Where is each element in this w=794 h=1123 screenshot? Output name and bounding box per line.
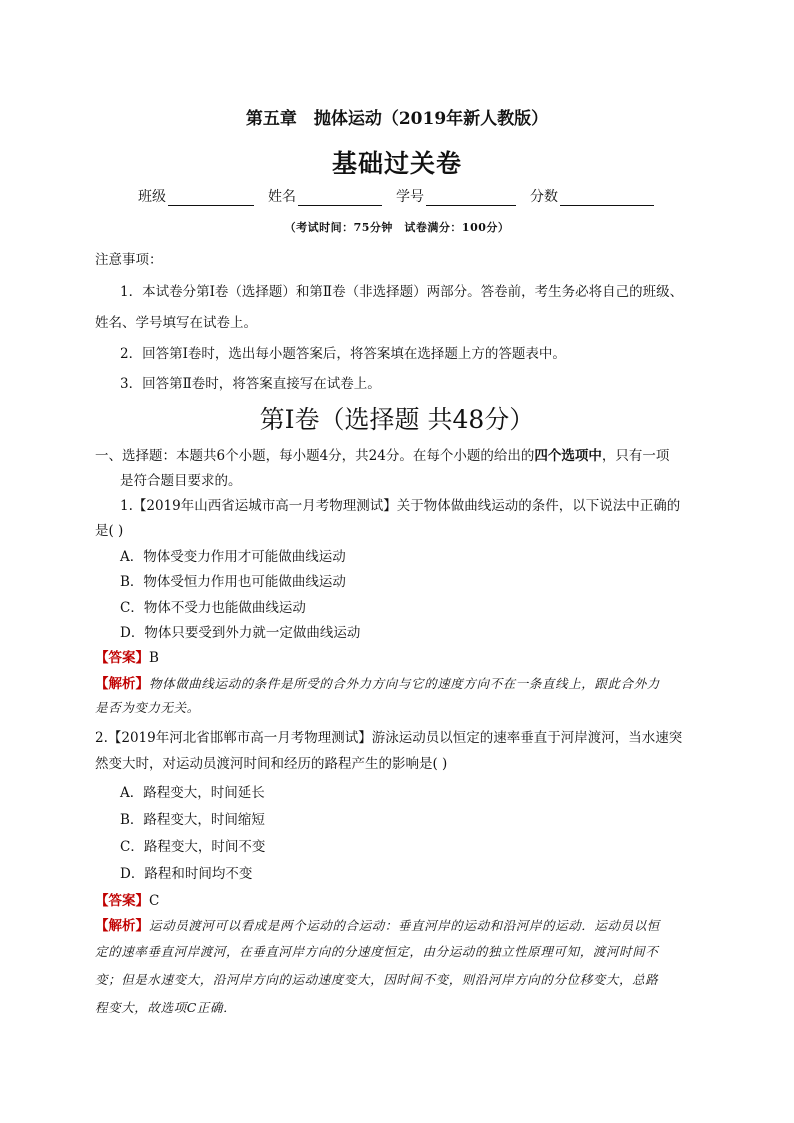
- question-1-analysis-line-1: [95, 672, 660, 692]
- question-2-analysis-line-3: 变；但是水速变大，沿河岸方向的运动速度变大，因时间不变，则沿河岸方向的分位移变大，总路: [95, 972, 659, 987]
- question-2-analysis-line-2: 定的速率垂直河岸渡河，在垂直河岸方向的分速度恒定，由分运动的独立性原理可知，渡河时间不: [95, 944, 659, 959]
- paper-title: 基础过关卷: [331, 149, 462, 178]
- student-id-field[interactable]: [396, 186, 516, 206]
- question-2-option-a[interactable]: A．路程变大，时间延长: [120, 785, 265, 801]
- score-field[interactable]: [530, 186, 654, 206]
- question-2-option-b[interactable]: B．路程变大，时间缩短: [120, 812, 265, 828]
- question-1-stem-line-2: 是( ): [95, 523, 124, 539]
- question-2-stem-line-1: 2.【2019年河北省邯郸市高一月考物理测试】游泳运动员以恒定的速率垂直于河岸渡河，当水速突: [95, 730, 683, 746]
- question-1-stem-line-1: 1.【2019年山西省运城市高一月考物理测试】关于物体做曲线运动的条件，以下说法中正确的: [120, 498, 681, 514]
- answer-value: B: [149, 650, 159, 666]
- analysis-text: 运动员渡河可以看成是两个运动的合运动：垂直河岸的运动和沿河岸的运动．运动员以恒: [149, 918, 660, 933]
- question-1-option-d[interactable]: D．物体只要受到外力就一定做曲线运动: [120, 625, 361, 641]
- question-2-analysis-line-4: 程变大，故选项C正确．: [95, 1000, 237, 1015]
- student-id-blank[interactable]: [426, 191, 516, 206]
- answer-value: C: [149, 893, 160, 909]
- instruction-part-a: 一、选择题：本题共6个小题，每小题4分，共24分。在每个小题的给出的: [95, 448, 535, 464]
- name-blank[interactable]: [298, 191, 382, 206]
- analysis-text: 物体做曲线运动的条件是所受的合外力方向与它的速度方向不在一条直线上，跟此合外力: [149, 676, 660, 691]
- question-2-option-d[interactable]: D．路程和时间均不变: [120, 866, 253, 882]
- answer-label: 【答案】: [95, 650, 149, 666]
- student-info-fields: [138, 186, 654, 206]
- instruction-part-c: ，只有一项: [601, 448, 670, 464]
- question-2-answer: [95, 889, 159, 909]
- chapter-title: 第五章 抛体运动（2019年新人教版）: [245, 109, 549, 129]
- question-1-option-a[interactable]: A．物体受变力作用才可能做曲线运动: [120, 549, 346, 565]
- score-blank[interactable]: [560, 191, 654, 206]
- section-instruction-line-1: [95, 444, 669, 464]
- question-1-analysis-line-2: 是否为变力无关。: [95, 700, 200, 715]
- question-2-option-c[interactable]: C．路程变大，时间不变: [120, 839, 266, 855]
- notice-item-3: 3．回答第Ⅱ卷时，将答案直接写在试卷上。: [120, 376, 381, 392]
- section-title: 第Ⅰ卷（选择题 共48分）: [259, 405, 535, 434]
- notice-heading: 注意事项：: [95, 252, 163, 268]
- notice-item-1-line-1: 1．本试卷分第Ⅰ卷（选择题）和第Ⅱ卷（非选择题）两部分。答卷前，考生务必将自己的班级、: [120, 284, 684, 300]
- question-1-option-b[interactable]: B．物体受恒力作用也可能做曲线运动: [120, 574, 346, 590]
- section-instruction-line-2: 是符合题目要求的。: [120, 473, 242, 489]
- exam-info: （考试时间：75分钟 试卷满分：100分）: [284, 221, 510, 234]
- class-field[interactable]: [138, 186, 254, 206]
- class-label: 班级: [138, 189, 166, 205]
- name-label: 姓名: [268, 189, 296, 205]
- notice-item-2: 2．回答第Ⅰ卷时，选出每小题答案后，将答案填在选择题上方的答题表中。: [120, 346, 566, 362]
- student-id-label: 学号: [396, 189, 424, 205]
- answer-label: 【答案】: [95, 893, 149, 909]
- class-blank[interactable]: [168, 191, 254, 206]
- analysis-label: 【解析】: [95, 918, 149, 934]
- instruction-emphasis: 四个选项中: [534, 448, 602, 464]
- question-1-answer: [95, 646, 159, 666]
- question-2-analysis-line-1: [95, 914, 660, 934]
- name-field[interactable]: [268, 186, 382, 206]
- notice-item-1-line-2: 姓名、学号填写在试卷上。: [95, 315, 257, 331]
- score-label: 分数: [530, 189, 558, 205]
- analysis-label: 【解析】: [95, 676, 149, 692]
- question-2-stem-line-2: 然变大时，对运动员渡河时间和经历的路程产生的影响是( ): [95, 756, 448, 772]
- question-1-option-c[interactable]: C．物体不受力也能做曲线运动: [120, 600, 306, 616]
